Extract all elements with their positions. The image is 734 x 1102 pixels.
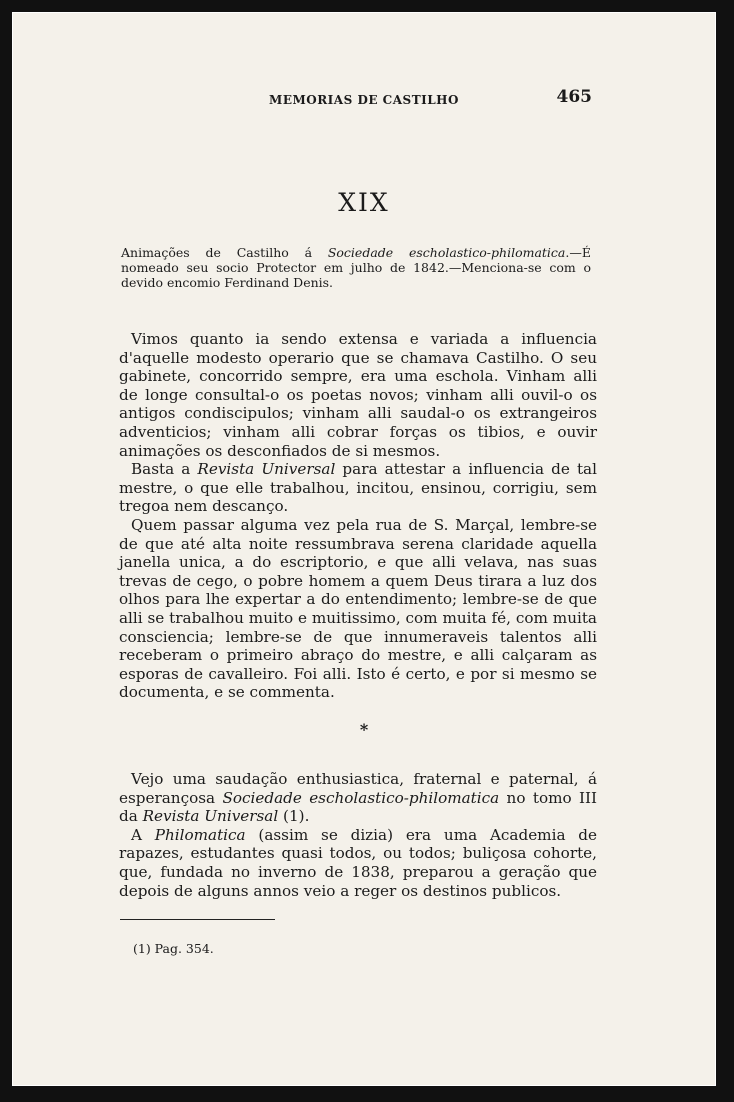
journal-title: Revista Universal (142, 807, 279, 826)
paragraph-text: Vejo uma saudação enthusiastica, fraternal e paternal, á esperançosa (119, 770, 597, 807)
paragraph-text: (assim se dizia) era uma Academia de rapazes, estudantes quasi todos, ou todos; buliçosa cohorte, que, fundada no inverno de 1838, preparou a geração que depois de alguns annos veio a reger os destinos publicos. (119, 825, 597, 900)
paragraph (119, 460, 597, 516)
paragraph-text: (1). (278, 807, 310, 826)
footnote-rule (120, 919, 275, 920)
society-short-name: Philomatica (154, 825, 246, 844)
society-name: Sociedade escholastico-philomatica (222, 788, 500, 807)
chapter-heading: XIX (338, 188, 390, 217)
paragraph: Vimos quanto ia sendo extensa e variada a influencia d'aquelle modesto operario que se chamava Castilho. O seu gabinete, concorrido sempre, era uma eschola. Vinham alli de longe consultal-o os poetas novos; vinham alli ouvil-o os antigos condiscipulos; vinham alli saudal-o os extrangeiros adventicios; vinham alli cobrar forças os tibios, e ouvir animações os desconfiados de si mesmos. (119, 330, 597, 460)
paragraph-text: Basta a (131, 460, 198, 479)
summary-text-post: .—É nomeado seu socio Protector em julho de 1842.—Menciona-se com o devido encomio Ferdinand Denis. (121, 245, 591, 290)
volume-number: III (579, 788, 597, 807)
journal-title: Revista Universal (197, 460, 336, 479)
chapter-summary (121, 245, 591, 290)
body-text-upper (119, 330, 597, 702)
body-text-lower (119, 770, 597, 900)
summary-text-pre: Animações de Castilho á (121, 245, 328, 260)
paragraph-text: para attestar a influencia de tal mestre, o que elle trabalhou, incitou, ensinou, corrigiu, sem tregoa nem descanço. (119, 460, 597, 516)
paragraph: Quem passar alguma vez pela rua de S. Marçal, lembre-se de que até alta noite ressumbrava serena claridade aquella janella unica, a do escriptorio, e que alli velava, nas suas trevas de cego, o pobre homem a quem Deus tirara a luz dos olhos para lhe expertar a do entendimento; lembre-se de que alli se trabalhou muito e muitissimo, com muita fé, com muita consciencia; lembre-se de que innumeraveis talentos alli receberam o primeiro abraço do mestre, e alli calçaram as esporas de cavalleiro. Foi alli. Isto é certo, e por si mesmo se documenta, e se commenta. (119, 515, 597, 702)
paragraph-text: da (119, 807, 143, 826)
page-number: 465 (556, 87, 592, 107)
footnote: (1) Pag. 354. (133, 941, 214, 956)
paragraph-text: no tomo (499, 788, 579, 807)
summary-society: Sociedade escholastico-philomatica (327, 245, 566, 260)
paragraph (119, 826, 597, 900)
book-page (12, 12, 716, 1086)
paragraph-text: A (131, 825, 155, 844)
running-title: MEMORIAS DE CASTILHO (269, 93, 459, 107)
paragraph (119, 770, 597, 826)
section-break-asterism: * (359, 720, 369, 739)
